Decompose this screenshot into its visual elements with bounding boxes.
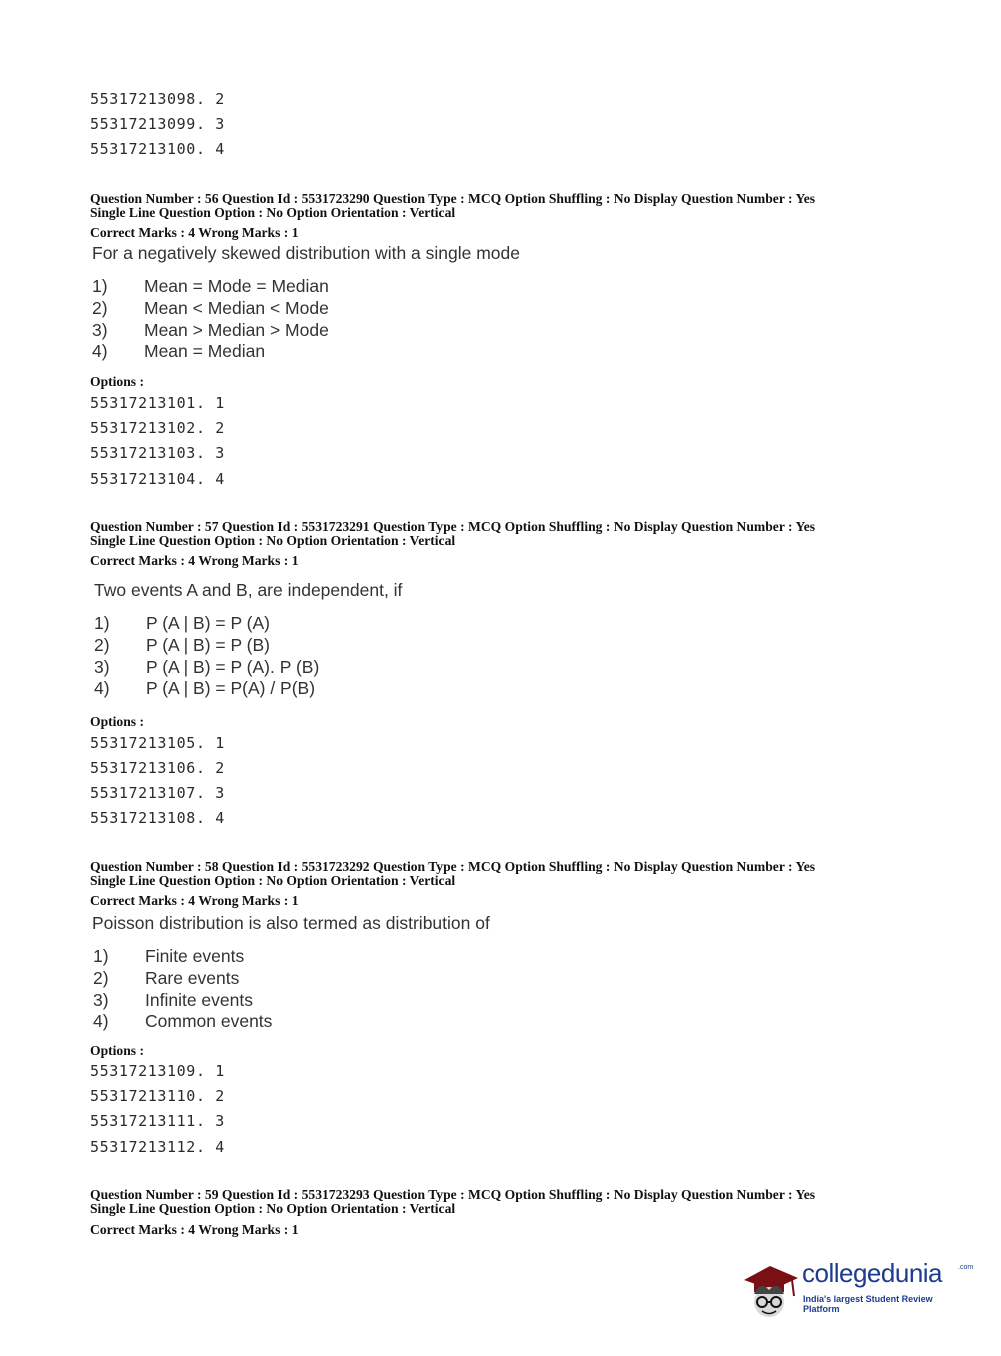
question-meta-line2: Single Line Question Option : No Option Orientation : Vertical — [90, 873, 456, 888]
choice-number: 4) — [92, 341, 108, 361]
choice-text: Rare events — [145, 968, 240, 988]
choice-text: Finite events — [145, 946, 245, 966]
question-meta: Question Number : 59 Question Id : 5531723293 Question Type : MCQ Option Shuffling : No Display Question Number : Yes — [90, 1187, 816, 1202]
options-label: Options : — [90, 714, 145, 729]
question-text: For a negatively skewed distribution with a single mode — [92, 243, 520, 263]
choice-number: 4) — [93, 1011, 109, 1031]
option-id: 55317213110. 2 — [90, 1087, 225, 1105]
choice-number: 1) — [94, 613, 110, 633]
choice-number: 3) — [94, 657, 110, 677]
option-id: 55317213099. 3 — [90, 115, 225, 133]
option-id: 55317213102. 2 — [90, 419, 225, 437]
choice-number: 3) — [93, 990, 109, 1010]
marks-info: Correct Marks : 4 Wrong Marks : 1 — [90, 1222, 299, 1237]
choice-text: Infinite events — [145, 990, 253, 1010]
option-id: 55317213108. 4 — [90, 809, 225, 827]
options-label: Options : — [90, 374, 145, 389]
choice-text: Mean = Median — [144, 341, 266, 361]
choice-number: 2) — [94, 635, 110, 655]
option-id: 55317213107. 3 — [90, 784, 225, 802]
question-text: Poisson distribution is also termed as distribution of — [92, 913, 490, 933]
option-id: 55317213101. 1 — [90, 394, 225, 412]
logo-wordmark: collegedunia — [802, 1258, 943, 1288]
choice-number: 1) — [92, 276, 108, 296]
option-id: 55317213109. 1 — [90, 1062, 225, 1080]
option-id: 55317213106. 2 — [90, 759, 225, 777]
question-meta-line2: Single Line Question Option : No Option Orientation : Vertical — [90, 1201, 456, 1216]
logo-tagline: India's largest Student Review Platform — [803, 1294, 933, 1314]
option-id: 55317213105. 1 — [90, 734, 225, 752]
choice-text: P (A | B) = P(A) / P(B) — [146, 678, 316, 698]
options-label: Options : — [90, 1043, 145, 1058]
choice-text: Mean = Mode = Median — [144, 276, 329, 296]
choice-text: P (A | B) = P (B) — [146, 635, 271, 655]
choice-number: 1) — [93, 946, 109, 966]
marks-info: Correct Marks : 4 Wrong Marks : 1 — [90, 225, 299, 240]
question-meta: Question Number : 57 Question Id : 5531723291 Question Type : MCQ Option Shuffling : No Display Question Number : Yes — [90, 519, 816, 534]
question-text: Two events A and B, are independent, if — [94, 580, 403, 600]
choice-number: 2) — [92, 298, 108, 318]
option-id: 55317213100. 4 — [90, 140, 225, 158]
choice-number: 3) — [92, 320, 108, 340]
question-meta-line2: Single Line Question Option : No Option Orientation : Vertical — [90, 533, 456, 548]
option-id: 55317213103. 3 — [90, 444, 225, 462]
choice-text: Common events — [145, 1011, 273, 1031]
question-meta: Question Number : 58 Question Id : 5531723292 Question Type : MCQ Option Shuffling : No Display Question Number : Yes — [90, 859, 816, 874]
student-mascot-icon — [740, 1250, 800, 1318]
choice-text: Mean > Median > Mode — [144, 320, 329, 340]
option-id: 55317213112. 4 — [90, 1138, 225, 1156]
option-id: 55317213098. 2 — [90, 90, 225, 108]
logo-dotcom: .com — [958, 1264, 974, 1271]
choice-number: 2) — [93, 968, 109, 988]
choice-text: P (A | B) = P (A) — [146, 613, 271, 633]
marks-info: Correct Marks : 4 Wrong Marks : 1 — [90, 893, 299, 908]
choice-text: P (A | B) = P (A). P (B) — [146, 657, 320, 677]
choice-number: 4) — [94, 678, 110, 698]
option-id: 55317213104. 4 — [90, 470, 225, 488]
collegedunia-logo — [740, 1250, 974, 1320]
choice-text: Mean < Median < Mode — [144, 298, 329, 318]
marks-info: Correct Marks : 4 Wrong Marks : 1 — [90, 553, 299, 568]
option-id: 55317213111. 3 — [90, 1112, 225, 1130]
question-meta: Question Number : 56 Question Id : 5531723290 Question Type : MCQ Option Shuffling : No Display Question Number : Yes — [90, 191, 816, 206]
question-meta-line2: Single Line Question Option : No Option Orientation : Vertical — [90, 205, 456, 220]
